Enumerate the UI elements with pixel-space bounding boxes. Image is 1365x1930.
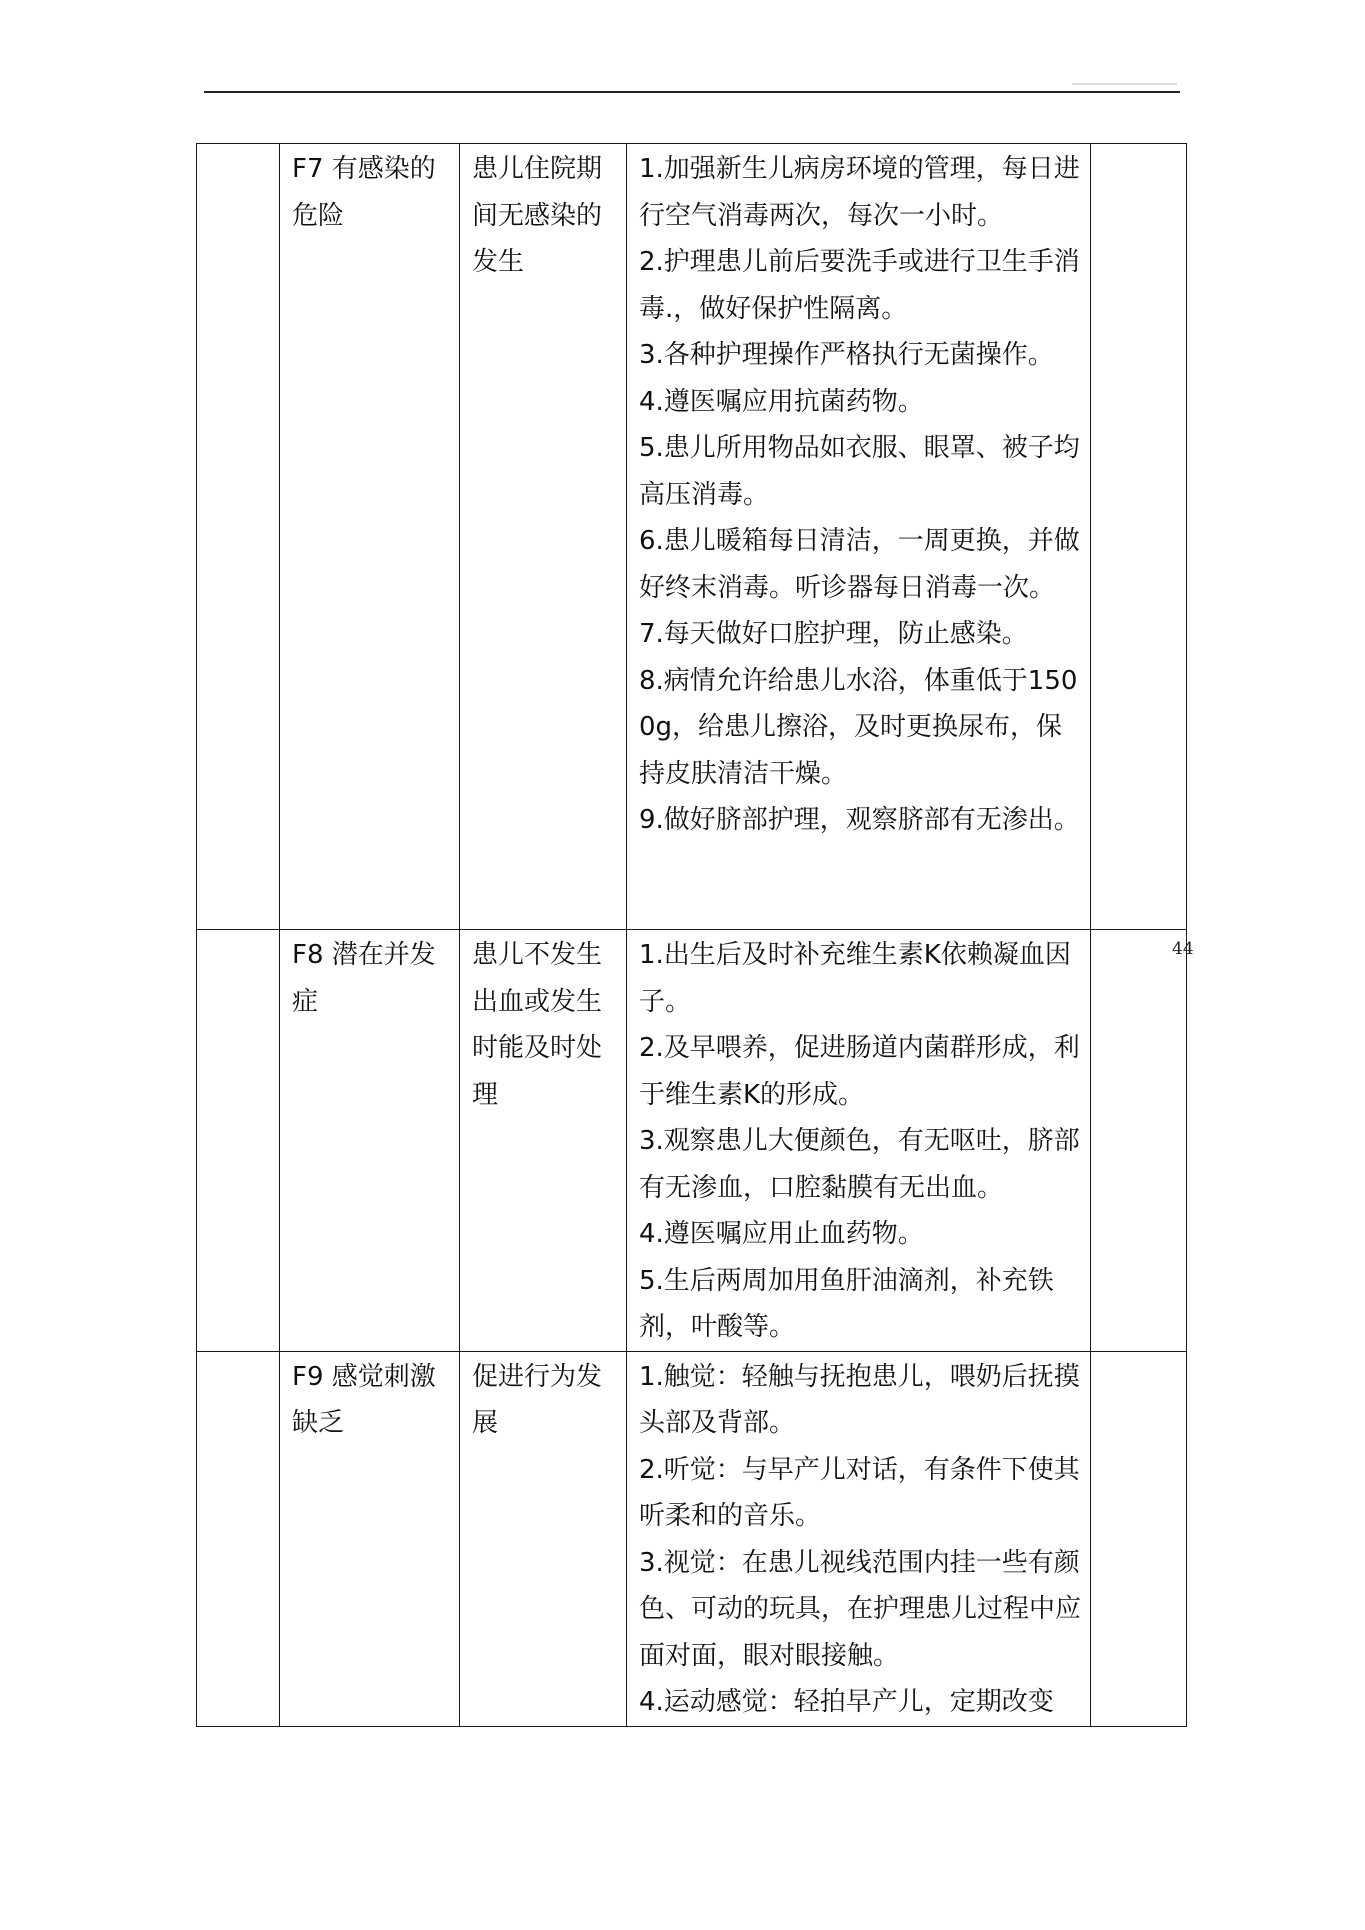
nursing-goal-cell: 促进行为发展 [460,1351,627,1726]
measure-item: 6.患儿暖箱每日清洁，一周更换，并做好终末消毒。听诊器每日消毒一次。 [639,526,1080,603]
measure-item: 3.观察患儿大便颜色，有无呕吐，脐部有无渗血，口腔黏膜有无出血。 [639,1126,1080,1203]
blank-left-cell [197,1351,280,1726]
measure-item: 5.生后两周加用鱼肝油滴剂，补充铁剂，叶酸等。 [639,1265,1054,1342]
measure-item: 4.运动感觉：轻拍早产儿，定期改变 [639,1687,1054,1717]
measure-item: 2.护理患儿前后要洗手或进行卫生手消毒.，做好保护性隔离。 [639,247,1080,324]
blank-right-cell [1091,1351,1187,1726]
measure-item: 3.各种护理操作严格执行无菌操作。 [639,340,1054,370]
page-number: 44 [1172,939,1194,959]
nursing-measures-cell [627,144,1091,930]
measure-item: 5.患儿所用物品如衣服、眼罩、被子均高压消毒。 [639,433,1080,510]
nursing-diagnosis-cell: F9 感觉刺激缺乏 [280,1351,460,1726]
table-row [197,1351,1187,1726]
blank-right-cell [1091,144,1187,930]
nursing-goal-cell: 患儿不发生出血或发生时能及时处理 [460,930,627,1352]
blank-left-cell [197,144,280,930]
measure-item: 2.及早喂养，促进肠道内菌群形成，利于维生素K的形成。 [639,1033,1080,1110]
measure-item: 7.每天做好口腔护理，防止感染。 [639,619,1028,649]
table-row [197,930,1187,1352]
blank-left-cell [197,930,280,1352]
measure-item: 1.出生后及时补充维生素K依赖凝血因子。 [639,940,1071,1017]
measure-item: 1.触觉：轻触与抚抱患儿，喂奶后抚摸头部及背部。 [639,1361,1080,1438]
measure-item: 8.病情允许给患儿水浴，体重低于1500g，给患儿擦浴，及时更换尿布，保持皮肤清洁干燥。 [639,665,1078,789]
measure-item: 4.遵医嘱应用抗菌药物。 [639,386,924,417]
measure-item: 3.视觉：在患儿视线范围内挂一些有颜色、可动的玩具，在护理患儿过程中应面对面，眼对眼接触。 [639,1547,1082,1671]
table-row [197,144,1187,930]
header-watermark [1072,83,1177,91]
header-rule [204,91,1180,93]
nursing-measures-cell [627,930,1091,1352]
nursing-diagnosis-cell: F8 潜在并发症 [280,930,460,1352]
measure-item: 9.做好脐部护理，观察脐部有无渗出。 [639,805,1080,835]
measure-item: 1.加强新生儿病房环境的管理，每日进行空气消毒两次，每次一小时。 [639,154,1080,231]
nursing-care-table [196,143,1187,1727]
nursing-measures-cell [627,1351,1091,1726]
blank-right-cell [1091,930,1187,1352]
nursing-diagnosis-cell: F7 有感染的危险 [280,144,460,930]
measure-item: 4.遵医嘱应用止血药物。 [639,1219,924,1249]
nursing-goal-cell: 患儿住院期间无感染的发生 [460,144,627,930]
measure-item: 2.听觉：与早产儿对话，有条件下使其听柔和的音乐。 [639,1454,1080,1531]
